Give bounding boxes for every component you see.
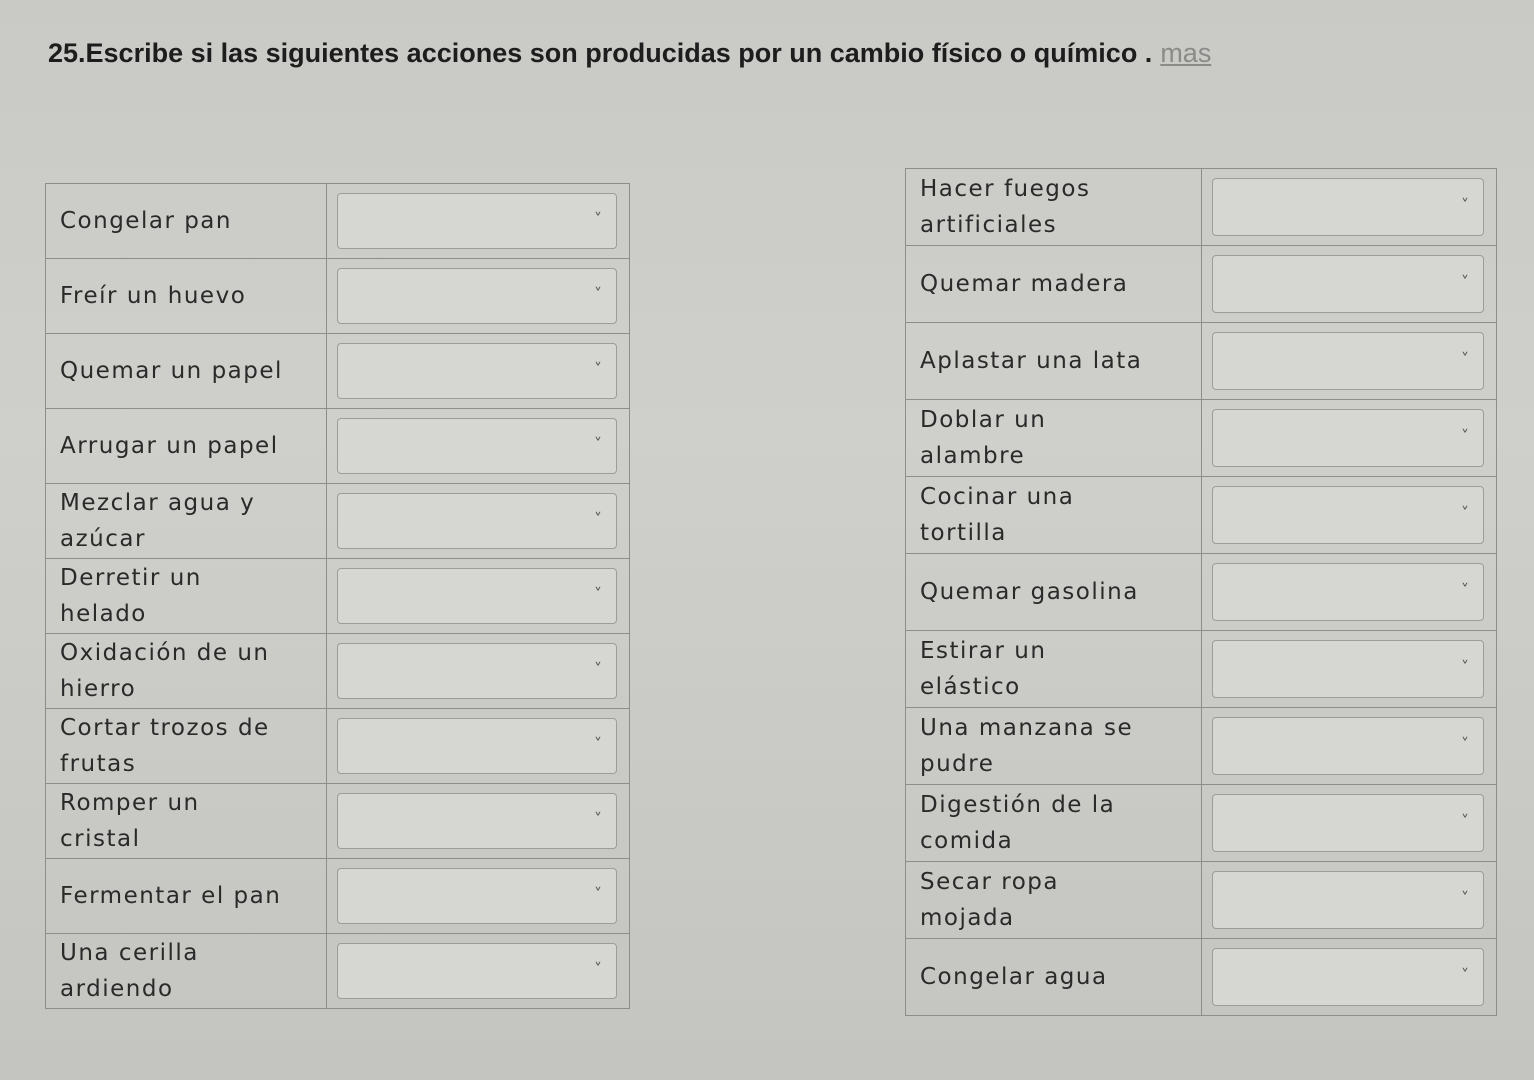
action-label: Digestión de la comida xyxy=(920,792,1116,854)
action-label: Quemar madera xyxy=(920,271,1129,297)
action-label-cell xyxy=(46,259,327,334)
answer-dropdown[interactable] xyxy=(1212,563,1484,621)
answer-cell xyxy=(327,559,630,634)
answer-dropdown[interactable] xyxy=(1212,486,1484,544)
chevron-down-icon: ˅ xyxy=(1461,426,1469,446)
chevron-down-icon: ˅ xyxy=(594,809,602,829)
action-label: Estirar un elástico xyxy=(920,638,1047,700)
answer-dropdown[interactable] xyxy=(1212,794,1484,852)
action-label: Fermentar el pan xyxy=(60,883,282,909)
table-row xyxy=(906,554,1497,631)
table-row xyxy=(46,784,630,859)
chevron-down-icon: ˅ xyxy=(594,284,602,304)
right-exercise-table xyxy=(905,168,1497,1016)
answer-cell xyxy=(327,334,630,409)
answer-cell xyxy=(327,259,630,334)
action-label: Mezclar agua y azúcar xyxy=(60,490,256,552)
chevron-down-icon: ˅ xyxy=(594,584,602,604)
chevron-down-icon: ˅ xyxy=(1461,965,1469,985)
action-label-cell xyxy=(906,169,1202,246)
answer-cell xyxy=(1202,554,1497,631)
table-row xyxy=(906,477,1497,554)
table-row xyxy=(46,184,630,259)
table-row xyxy=(46,409,630,484)
answer-cell xyxy=(327,484,630,559)
action-label-cell xyxy=(46,859,327,934)
table-row xyxy=(906,246,1497,323)
table-row xyxy=(906,631,1497,708)
action-label-cell xyxy=(906,631,1202,708)
answer-dropdown[interactable] xyxy=(1212,255,1484,313)
answer-cell xyxy=(1202,708,1497,785)
table-row xyxy=(906,169,1497,246)
action-label: Romper un cristal xyxy=(60,790,200,852)
table-row xyxy=(46,709,630,784)
answer-dropdown[interactable] xyxy=(1212,871,1484,929)
action-label: Cocinar una tortilla xyxy=(920,484,1075,546)
table-row xyxy=(46,559,630,634)
chevron-down-icon: ˅ xyxy=(1461,580,1469,600)
answer-dropdown[interactable] xyxy=(337,268,617,324)
answer-cell xyxy=(327,184,630,259)
chevron-down-icon: ˅ xyxy=(594,884,602,904)
answer-dropdown[interactable] xyxy=(337,493,617,549)
action-label: Congelar pan xyxy=(60,208,232,234)
answer-cell xyxy=(1202,862,1497,939)
action-label: Derretir un helado xyxy=(60,565,202,627)
chevron-down-icon: ˅ xyxy=(1461,272,1469,292)
table-row xyxy=(46,334,630,409)
table-row xyxy=(906,785,1497,862)
chevron-down-icon: ˅ xyxy=(1461,657,1469,677)
answer-dropdown[interactable] xyxy=(337,793,617,849)
answer-cell xyxy=(327,409,630,484)
table-row xyxy=(906,862,1497,939)
answer-dropdown[interactable] xyxy=(337,193,617,249)
answer-dropdown[interactable] xyxy=(1212,409,1484,467)
answer-cell xyxy=(1202,323,1497,400)
action-label: Oxidación de un hierro xyxy=(60,640,270,702)
action-label-cell xyxy=(46,409,327,484)
answer-cell xyxy=(327,934,630,1009)
action-label: Secar ropa mojada xyxy=(920,869,1059,931)
action-label: Congelar agua xyxy=(920,964,1108,990)
answer-dropdown[interactable] xyxy=(337,568,617,624)
chevron-down-icon: ˅ xyxy=(594,659,602,679)
answer-cell xyxy=(1202,477,1497,554)
answer-dropdown[interactable] xyxy=(337,418,617,474)
table-row xyxy=(46,859,630,934)
answer-cell xyxy=(1202,169,1497,246)
chevron-down-icon: ˅ xyxy=(1461,503,1469,523)
chevron-down-icon: ˅ xyxy=(1461,888,1469,908)
answer-dropdown[interactable] xyxy=(1212,717,1484,775)
answer-dropdown[interactable] xyxy=(337,868,617,924)
table-row xyxy=(46,934,630,1009)
answer-dropdown[interactable] xyxy=(1212,948,1484,1006)
answer-dropdown[interactable] xyxy=(1212,640,1484,698)
action-label-cell xyxy=(906,323,1202,400)
answer-dropdown[interactable] xyxy=(337,643,617,699)
chevron-down-icon: ˅ xyxy=(1461,195,1469,215)
table-row xyxy=(906,323,1497,400)
action-label-cell xyxy=(46,559,327,634)
chevron-down-icon: ˅ xyxy=(1461,811,1469,831)
answer-cell xyxy=(327,634,630,709)
action-label-cell xyxy=(46,934,327,1009)
action-label-cell xyxy=(906,477,1202,554)
action-label-cell xyxy=(46,484,327,559)
action-label-cell xyxy=(906,400,1202,477)
table-row xyxy=(46,484,630,559)
answer-cell xyxy=(327,784,630,859)
table-row xyxy=(906,939,1497,1016)
answer-dropdown[interactable] xyxy=(337,718,617,774)
table-row xyxy=(46,259,630,334)
action-label-cell xyxy=(906,246,1202,323)
action-label: Quemar gasolina xyxy=(920,579,1139,605)
action-label-cell xyxy=(46,634,327,709)
answer-cell xyxy=(1202,400,1497,477)
chevron-down-icon: ˅ xyxy=(594,359,602,379)
action-label: Arrugar un papel xyxy=(60,433,279,459)
action-label-cell xyxy=(906,862,1202,939)
answer-dropdown[interactable] xyxy=(1212,178,1484,236)
action-label-cell xyxy=(906,554,1202,631)
chevron-down-icon: ˅ xyxy=(594,434,602,454)
chevron-down-icon: ˅ xyxy=(594,734,602,754)
answer-cell xyxy=(1202,939,1497,1016)
action-label-cell xyxy=(46,709,327,784)
answer-cell xyxy=(327,859,630,934)
answer-dropdown[interactable] xyxy=(337,943,617,999)
action-label: Doblar un alambre xyxy=(920,407,1047,469)
action-label: Hacer fuegos artificiales xyxy=(920,176,1091,238)
chevron-down-icon: ˅ xyxy=(594,209,602,229)
table-row xyxy=(906,400,1497,477)
answer-cell xyxy=(1202,631,1497,708)
chevron-down-icon: ˅ xyxy=(1461,349,1469,369)
action-label-cell xyxy=(46,784,327,859)
action-label-cell xyxy=(46,184,327,259)
answer-cell xyxy=(327,709,630,784)
action-label: Freír un huevo xyxy=(60,283,247,309)
chevron-down-icon: ˅ xyxy=(594,509,602,529)
more-link[interactable]: mas xyxy=(1160,38,1212,68)
action-label: Cortar trozos de frutas xyxy=(60,715,270,777)
chevron-down-icon: ˅ xyxy=(594,959,602,979)
action-label: Una manzana se pudre xyxy=(920,715,1134,777)
answer-dropdown[interactable] xyxy=(1212,332,1484,390)
table-row xyxy=(46,634,630,709)
question-heading xyxy=(48,38,1488,69)
action-label: Una cerilla ardiendo xyxy=(60,940,199,1002)
action-label: Aplastar una lata xyxy=(920,348,1143,374)
action-label: Quemar un papel xyxy=(60,358,283,384)
table-row xyxy=(906,708,1497,785)
chevron-down-icon: ˅ xyxy=(1461,734,1469,754)
answer-dropdown[interactable] xyxy=(337,343,617,399)
answer-cell xyxy=(1202,785,1497,862)
action-label-cell xyxy=(906,708,1202,785)
answer-cell xyxy=(1202,246,1497,323)
left-exercise-table xyxy=(45,183,630,1009)
action-label-cell xyxy=(906,785,1202,862)
action-label-cell xyxy=(46,334,327,409)
question-text: 25.Escribe si las siguientes acciones son producidas por un cambio físico o químico . xyxy=(48,38,1153,68)
action-label-cell xyxy=(906,939,1202,1016)
